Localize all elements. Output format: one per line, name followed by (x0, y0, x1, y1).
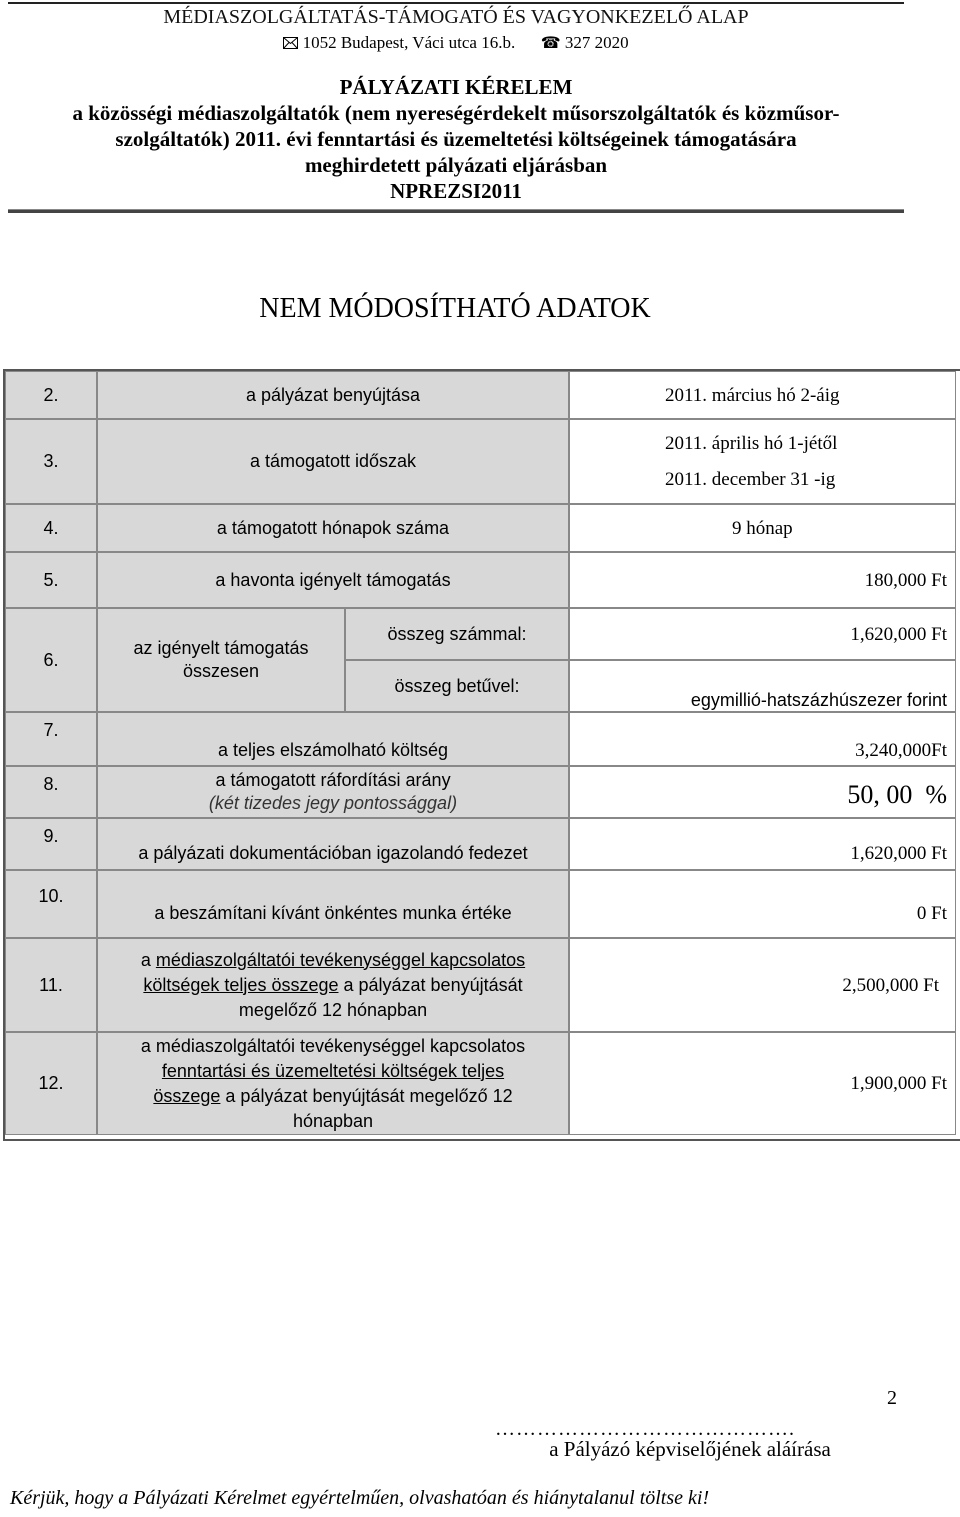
row-12-text-underlined: összege (153, 1085, 221, 1106)
row-4-number: 4. (5, 504, 97, 552)
row-4-label: a támogatott hónapok száma (97, 504, 569, 552)
signature-label: a Pályázó képviselőjének aláírása (549, 1437, 831, 1461)
page-number: 2 (887, 1387, 897, 1409)
row-8-value: 50, 00 % (569, 766, 956, 818)
row-2-number: 2. (5, 371, 97, 419)
row-6-label-line-2: összesen (182, 661, 260, 681)
row-11-label (97, 938, 569, 1032)
row-12-label-line-2: fenntartási és üzemeltetési költségek teljes (161, 1060, 505, 1081)
row-10-value: 0 Ft (569, 870, 956, 938)
title-line-4: meghirdetett pályázati eljárásban (304, 153, 608, 177)
row-11-text-a: a (140, 949, 156, 970)
row-8-label (97, 766, 569, 818)
row-6-sub-number-label: összeg számmal: (345, 608, 569, 660)
row-11-text-underlined-1: médiaszolgáltatói tevékenységgel kapcsolatos (155, 949, 526, 970)
row-11-label-line-3: megelőző 12 hónapban (238, 999, 428, 1020)
row-5-value: 180,000 Ft (569, 552, 956, 608)
row-8-number: 8. (5, 766, 97, 818)
row-11-number: 11. (5, 938, 97, 1032)
phone-icon: ☎ (540, 35, 561, 52)
row-6-amount-words: egymillió-hatszázhúszezer forint (569, 660, 956, 712)
row-2-label: a pályázat benyújtása (97, 371, 569, 419)
application-title (8, 74, 904, 204)
title-line-5: NPREZSI2011 (390, 179, 522, 203)
row-4-value: 9 hónap (569, 504, 956, 552)
row-5-label: a havonta igényelt támogatás (97, 552, 569, 608)
row-6-label (97, 608, 345, 712)
row-11-text-b: a pályázat benyújtását (338, 974, 523, 995)
data-table (3, 369, 960, 1141)
row-11-label-line-2 (143, 973, 522, 998)
row-12-label (97, 1032, 569, 1135)
row-2-value: 2011. március hó 2-áig (569, 371, 956, 419)
row-3-number: 3. (5, 419, 97, 504)
row-7-value: 3,240,000Ft (569, 712, 956, 766)
org-contact (8, 33, 904, 54)
row-9-value: 1,620,000 Ft (569, 818, 956, 870)
row-3-value-start: 2011. április hó 1-jétől (665, 432, 838, 454)
header-bottom-rule (8, 209, 904, 213)
row-12-label-line-1: a médiaszolgáltatói tevékenységgel kapcsolatos (140, 1035, 526, 1056)
signature-line: ……………………………………. (495, 1418, 795, 1440)
row-9-label: a pályázati dokumentációban igazolandó fedezet (97, 818, 569, 870)
row-3-value-end: 2011. december 31 -ig (665, 468, 836, 490)
org-name: MÉDIASZOLGÁLTATÁS-TÁMOGATÓ ÉS VAGYONKEZELŐ ALAP (163, 6, 749, 28)
row-8-label-line-2: (két tizedes jegy pontossággal) (208, 793, 458, 813)
title-line-2: a közösségi médiaszolgáltatók (nem nyereségérdekelt műsorszolgáltatók és közműsor- (72, 101, 840, 125)
row-12-text-b: a pályázat benyújtását megelőző 12 (220, 1085, 513, 1106)
row-7-label: a teljes elszámolható költség (97, 712, 569, 766)
row-6-amount-number: 1,620,000 Ft (569, 608, 956, 660)
row-8-label-line-1: a támogatott ráfordítási arány (215, 770, 451, 790)
row-12-label-line-3 (153, 1084, 512, 1109)
row-11-value: 2,500,000 Ft (569, 938, 956, 1032)
row-10-label: a beszámítani kívánt önkéntes munka értéke (97, 870, 569, 938)
title-line-1: PÁLYÁZATI KÉRELEM (339, 75, 573, 99)
row-6-number: 6. (5, 608, 97, 712)
phone-text: 327 2020 (564, 33, 629, 52)
section-title: NEM MÓDOSÍTHATÓ ADATOK (259, 293, 651, 324)
row-3-label: a támogatott időszak (97, 419, 569, 504)
row-9-number: 9. (5, 818, 97, 870)
row-11-label-line-1 (141, 948, 525, 973)
footer-note: Kérjük, hogy a Pályázati Kérelmet egyértelműen, olvashatóan és hiánytalanul töltse ki! (10, 1487, 710, 1509)
row-12-label-line-4: hónapban (292, 1110, 374, 1131)
header-top-rule (8, 2, 904, 4)
row-3-value (569, 419, 956, 504)
envelope-icon (283, 33, 302, 52)
row-7-number: 7. (5, 712, 97, 766)
row-6-sub-words-label: összeg betűvel: (345, 660, 569, 712)
row-10-number: 10. (5, 870, 97, 938)
address-text: 1052 Budapest, Váci utca 16.b. (302, 33, 516, 52)
row-5-number: 5. (5, 552, 97, 608)
row-6-label-line-1: az igényelt támogatás (133, 638, 309, 658)
row-12-number: 12. (5, 1032, 97, 1135)
row-11-text-underlined-2: költségek teljes összege (143, 974, 339, 995)
row-12-value: 1,900,000 Ft (569, 1032, 956, 1135)
title-line-3: szolgáltatók) 2011. évi fenntartási és üzemeltetési költségeinek támogatására (115, 127, 797, 151)
